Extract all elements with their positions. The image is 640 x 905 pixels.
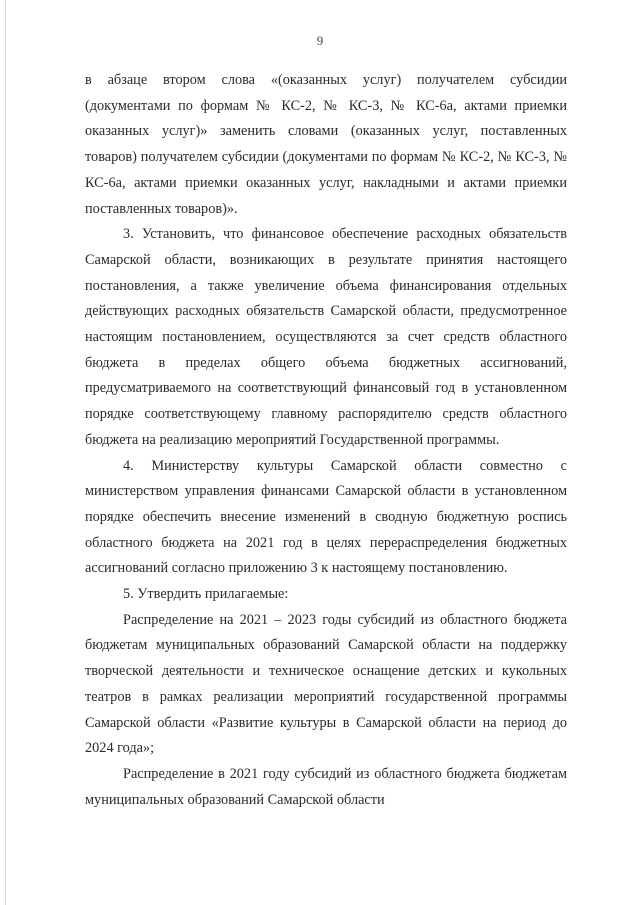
paragraph-item-5: 5. Утвердить прилагаемые: [123,586,289,603]
paragraph-distribution-2021: Распределение в 2021 году субсидий из областного бюджета бюджетам муниципальных образований Самарской области [85,765,567,808]
paragraph-distribution-theatres: Распределение на 2021 – 2023 годы субсидий из областного бюджета бюджетам муниципальных образований Самарской области на поддержку творческой деятельности и техническое оснащение детских и кукольных театров в рамках реализации мероприятий государственной программы Самарской области «Развитие культуры в Самарской области на период до 2024 года»; [85,611,567,757]
document-body [85,68,567,813]
paragraph-amendment: в абзаце втором слова «(оказанных услуг) получателем субсидии (документами по формам № КС-2, № КС-3, № КС-6а, актами приемки оказанных услуг)» заменить словами (оказанных услуг, поставленных товаров) получателем субсидии (документами по формам № КС-2, № КС-3, № КС-6а, актами приемки оказанных услуг, накладными и актами приемки поставленных товаров)». [85,72,567,217]
paragraph-item-3: 3. Установить, что финансовое обеспечение расходных обязательств Самарской области, возникающих в результате принятия настоящего постановления, а также увеличение объема финансирования отдельных действующих расходных обязательств Самарской области, предусмотренное настоящим постановлением, осуществляются за счет средств областного бюджета в пределах общего объема бюджетных ассигнований, предусматриваемого на соответствующий финансовый год в установленном порядке соответствующему главному распорядителю средств областного бюджета на реализацию мероприятий Государственной программы. [85,226,567,448]
paragraph-item-4: 4. Министерству культуры Самарской области совместно с министерством управления финансами Самарской области в установленном порядке обеспечить внесение изменений в сводную бюджетную роспись областного бюджета на 2021 год в целях перераспределения бюджетных ассигнований согласно приложению 3 к настоящему постановлению. [85,457,567,577]
page-number: 9 [316,33,324,48]
scan-edge-line [5,0,6,905]
